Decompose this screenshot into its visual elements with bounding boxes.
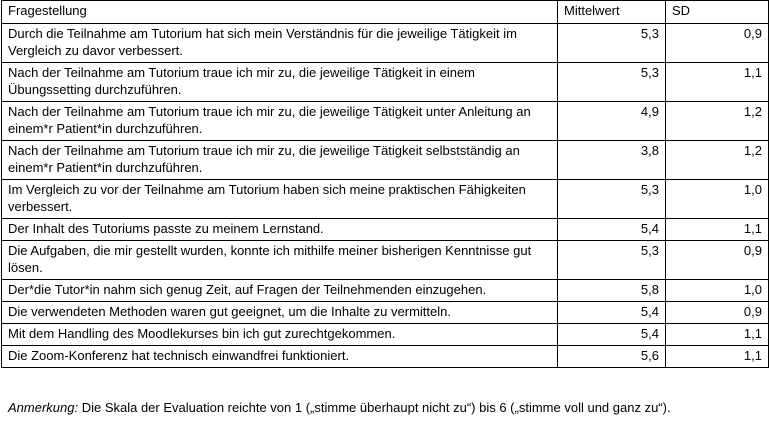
header-sd: SD: [666, 1, 769, 24]
row-mean: 5,3: [558, 63, 666, 102]
table-row: [2, 346, 769, 368]
row-question: Die Zoom-Konferenz hat technisch einwandfrei funktioniert.: [2, 346, 558, 368]
note-label: Anmerkung:: [8, 400, 79, 415]
row-mean: 3,8: [558, 141, 666, 180]
row-sd: 1,2: [666, 102, 769, 141]
row-sd: 0,9: [666, 302, 769, 324]
header-mean: Mittelwert: [558, 1, 666, 24]
row-question: Durch die Teilnahme am Tutorium hat sich mein Verständnis für die jeweilige Tätigkeit im Vergleich zu davor verbessert.: [2, 24, 558, 63]
row-mean: 4,9: [558, 102, 666, 141]
row-question: Mit dem Handling des Moodlekurses bin ich gut zurechtgekommen.: [2, 324, 558, 346]
row-sd: 0,9: [666, 241, 769, 280]
row-mean: 5,4: [558, 302, 666, 324]
table-row: [2, 324, 769, 346]
table-row: [2, 219, 769, 241]
row-mean: 5,3: [558, 24, 666, 63]
table-row: [2, 180, 769, 219]
row-mean: 5,4: [558, 324, 666, 346]
table-row: [2, 63, 769, 102]
row-mean: 5,3: [558, 180, 666, 219]
row-mean: 5,6: [558, 346, 666, 368]
row-question: Nach der Teilnahme am Tutorium traue ich mir zu, die jeweilige Tätigkeit selbstständig an einem*r Patient*in durchzuführen.: [2, 141, 558, 180]
row-sd: 1,0: [666, 280, 769, 302]
row-sd: 1,1: [666, 346, 769, 368]
header-question: Fragestellung: [2, 1, 558, 24]
row-mean: 5,8: [558, 280, 666, 302]
row-question: Der*die Tutor*in nahm sich genug Zeit, auf Fragen der Teilnehmenden einzugehen.: [2, 280, 558, 302]
row-sd: 1,2: [666, 141, 769, 180]
table-row: [2, 24, 769, 63]
row-sd: 1,0: [666, 180, 769, 219]
table-row: [2, 102, 769, 141]
table-row: [2, 280, 769, 302]
table-row: [2, 302, 769, 324]
row-sd: 1,1: [666, 63, 769, 102]
table-row: [2, 141, 769, 180]
row-mean: 5,3: [558, 241, 666, 280]
row-question: Die Aufgaben, die mir gestellt wurden, konnte ich mithilfe meiner bisherigen Kenntnisse gut lösen.: [2, 241, 558, 280]
row-sd: 0,9: [666, 24, 769, 63]
row-question: Im Vergleich zu vor der Teilnahme am Tutorium haben sich meine praktischen Fähigkeiten verbessert.: [2, 180, 558, 219]
table-note: [8, 399, 758, 416]
note-text: Die Skala der Evaluation reichte von 1 („stimme überhaupt nicht zu“) bis 6 („stimme voll und ganz zu“).: [78, 400, 671, 415]
row-question: Die verwendeten Methoden waren gut geeignet, um die Inhalte zu vermitteln.: [2, 302, 558, 324]
table-row: [2, 241, 769, 280]
row-sd: 1,1: [666, 324, 769, 346]
row-mean: 5,4: [558, 219, 666, 241]
row-question: Der Inhalt des Tutoriums passte zu meinem Lernstand.: [2, 219, 558, 241]
evaluation-table: [1, 0, 769, 368]
row-question: Nach der Teilnahme am Tutorium traue ich mir zu, die jeweilige Tätigkeit in einem Übungssetting durchzuführen.: [2, 63, 558, 102]
row-sd: 1,1: [666, 219, 769, 241]
row-question: Nach der Teilnahme am Tutorium traue ich mir zu, die jeweilige Tätigkeit unter Anleitung an einem*r Patient*in durchzuführen.: [2, 102, 558, 141]
header-row: [2, 1, 769, 24]
